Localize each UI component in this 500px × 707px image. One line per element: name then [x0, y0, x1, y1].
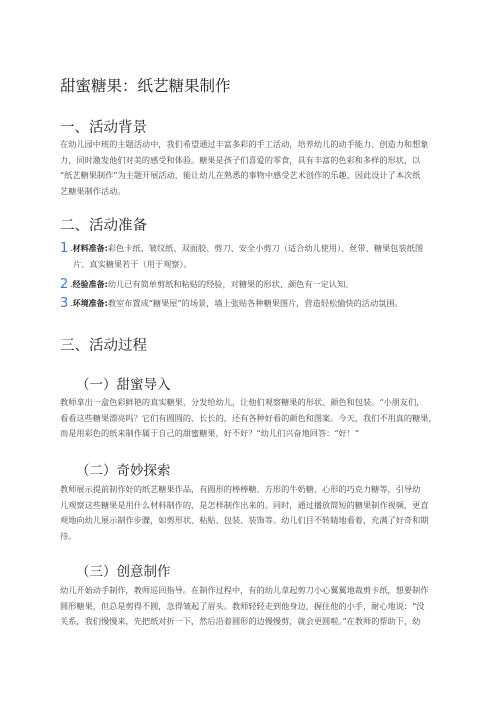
list-label: 环境准备:: [72, 299, 108, 308]
list-item-materials: 1 .材料准备:彩色卡纸、皱纹纸、双面胶、剪刀、安全小剪刀（适合幼儿使用）、丝带、糖果包装纸图 片、真实糖果若干（用于观察）。: [60, 241, 450, 271]
subsection-heading-explore: （二）奇妙探索: [76, 463, 171, 479]
list-text: 幼儿已有简单剪纸和粘贴的经验，对糖果的形状、颜色有一定认知。: [107, 279, 354, 289]
create-paragraph: [60, 583, 446, 630]
paragraph-line: 待。: [60, 530, 77, 541]
paragraph-line: 幼儿开始动手制作，教师巡回指导。在制作过程中，有的幼儿拿起剪刀小心翼翼地裁剪卡纸，想要制作: [60, 585, 429, 595]
paragraph-line: 艺糖果制作活动。: [60, 185, 126, 196]
list-number: 2: [60, 277, 69, 292]
background-paragraph: [60, 137, 446, 199]
list-label: 材料准备:: [72, 244, 108, 253]
explore-paragraph: [60, 482, 446, 544]
list-text: 教室布置成“糖果屋”的场景，墙上张贴各种糖果图片，营造轻松愉快的活动氛围。: [107, 298, 403, 308]
paragraph-line: 在幼儿园中班的主题活动中，我们希望通过丰富多彩的手工活动，培养幼儿的动手能力、创造力和想象: [60, 139, 429, 149]
paragraph-line: 教师拿出一盒色彩鲜艳的真实糖果，分发给幼儿，让他们观察糖果的形状、颜色和包装。“小朋友们，: [60, 397, 425, 407]
list-item-experience: 2 .经验准备:幼儿已有简单剪纸和粘贴的经验，对糖果的形状、颜色有一定认知。: [60, 277, 354, 292]
list-text-continued: 片、真实糖果若干（用于观察）。: [73, 258, 192, 269]
intro-paragraph: [60, 395, 446, 442]
document-title: 甜蜜糖果：纸艺糖果制作: [60, 77, 231, 95]
subsection-heading-intro: （一）甜蜜导入: [76, 377, 171, 393]
paragraph-line: 圆形糖果，但总是剪得不圆，急得皱起了眉头。教师轻轻走到他身边，握住他的小手，耐心地说：“没: [60, 600, 425, 611]
paragraph-line: 观地向幼儿展示制作步骤，如剪形状、粘贴、包装、装饰等。幼儿们目不转睛地看着，充满了好奇和期: [60, 515, 429, 526]
list-label: 经验准备:: [72, 280, 108, 289]
paragraph-line: 教师展示提前制作好的纸艺糖果作品，有圆形的棒棒糖、方形的牛奶糖、心形的巧克力糖等，引导幼: [60, 484, 421, 494]
paragraph-line: 关系，我们慢慢来，先把纸对折一下，然后沿着圆形的边慢慢剪，就会更圆啦。”在教师的帮助下，幼: [60, 616, 421, 627]
section-heading-background: 一、活动背景: [60, 120, 147, 136]
paragraph-line: 儿观察这些糖果是用什么材料制作的，是怎样制作出来的。同时，通过播放简短的糖果制作视频，更直: [60, 499, 429, 510]
subsection-heading-create: （三）创意制作: [76, 564, 171, 580]
list-text: 彩色卡纸、皱纹纸、双面胶、剪刀、安全小剪刀（适合幼儿使用）、丝带、糖果包装纸图: [107, 243, 424, 253]
list-number: 1: [60, 241, 69, 256]
paragraph-line: 力，同时激发他们对美的感受和体验。糖果是孩子们喜爱的零食，具有丰富的色彩和多样的形状，以: [60, 154, 421, 165]
paragraph-line: 而是用彩色的纸来制作属于自己的甜蜜糖果，好不好？”幼儿们兴奋地回答：“好！”: [60, 428, 360, 439]
list-item-environment: 3 .环境准备:教室布置成“糖果屋”的场景，墙上张贴各种糖果图片，营造轻松愉快的活动氛围。: [60, 296, 403, 311]
section-heading-preparation: 二、活动准备: [60, 218, 147, 234]
paragraph-line: 看看这些糖果漂亮吗？它们有圆圆的、长长的，还有各种好看的颜色和图案。今天，我们不用真的糖果，: [60, 412, 437, 423]
list-number: 3: [60, 296, 69, 311]
paragraph-line: “纸艺糖果制作”为主题开展活动，能让幼儿在熟悉的事物中感受艺术创作的乐趣，因此设计了本次纸: [60, 170, 421, 181]
section-heading-process: 三、活动过程: [60, 338, 147, 354]
